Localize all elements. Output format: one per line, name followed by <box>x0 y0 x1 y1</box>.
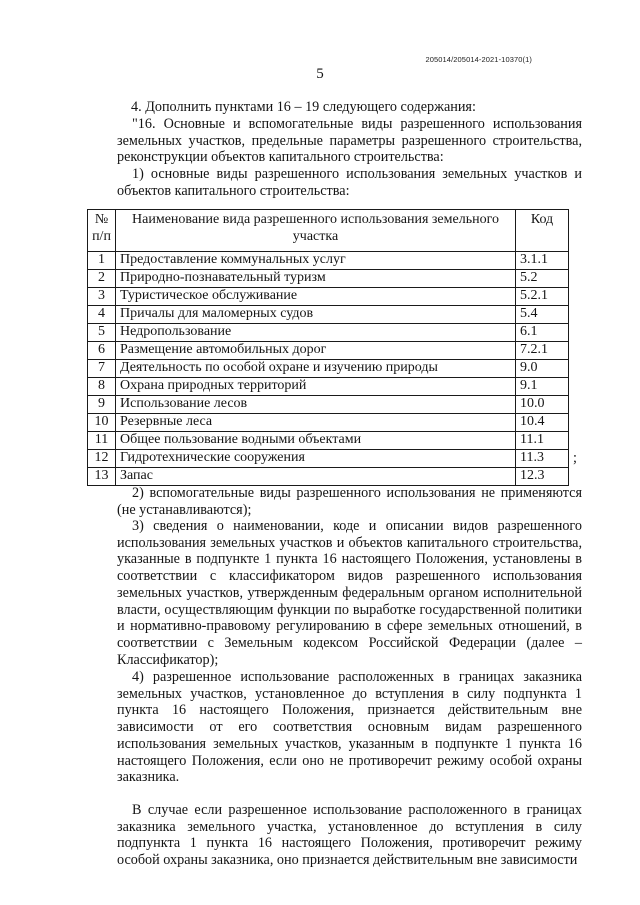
row-name: Гидротехнические сооружения <box>116 450 516 468</box>
row-name: Природно-познавательный туризм <box>116 270 516 288</box>
header-code: Код <box>516 210 569 252</box>
table-row <box>88 324 569 342</box>
row-code: 11.1 <box>516 432 569 450</box>
document-number: 205014/205014-2021-10370(1) <box>425 55 532 64</box>
row-name: Общее пользование водными объектами <box>116 432 516 450</box>
row-name: Туристическое обслуживание <box>116 288 516 306</box>
table-row <box>88 468 569 486</box>
table-row <box>88 360 569 378</box>
table-row <box>88 432 569 450</box>
header-number: № п/п <box>88 210 116 252</box>
row-number: 6 <box>88 342 116 360</box>
row-number: 1 <box>88 252 116 270</box>
row-number: 2 <box>88 270 116 288</box>
row-code: 10.0 <box>516 396 569 414</box>
row-code: 11.3 <box>516 450 569 468</box>
row-code: 9.0 <box>516 360 569 378</box>
row-name: Деятельность по особой охране и изучению природы <box>116 360 516 378</box>
row-number: 9 <box>88 396 116 414</box>
row-name: Резервные леса <box>116 414 516 432</box>
page-number: 5 <box>316 66 324 82</box>
table-terminator: ; <box>573 450 577 466</box>
paragraph-16-intro: "16. Основные и вспомогательные виды разрешенного использования земельных участков, предельные параметры разрешенного строительства, реконструкции объектов капитального строительства: <box>117 116 582 166</box>
subparagraph-3: 3) сведения о наименовании, коде и описании видов разрешенного использования земельных участков и объектов капитального строительства, указанные в подпункте 1 пункта 16 настоящего Положения, установлены в соответствии с классификатором видов разрешенного использования земельных участков, утвержденным федеральным органом исполнительной власти, осуществляющим функции по выработке государственной политики и нормативно-правовому регулированию в сфере земельных отношений, в соответствии с Земельным кодексом Российской Федерации (далее – Классификатор); <box>117 518 582 668</box>
table-row <box>88 252 569 270</box>
table-row <box>88 396 569 414</box>
row-code: 7.2.1 <box>516 342 569 360</box>
row-name: Недропользование <box>116 324 516 342</box>
table-row <box>88 378 569 396</box>
row-name: Запас <box>116 468 516 486</box>
table-row <box>88 270 569 288</box>
row-number: 8 <box>88 378 116 396</box>
row-number: 4 <box>88 306 116 324</box>
row-code: 10.4 <box>516 414 569 432</box>
row-number: 12 <box>88 450 116 468</box>
row-code: 6.1 <box>516 324 569 342</box>
land-use-table <box>87 209 569 486</box>
row-code: 5.2 <box>516 270 569 288</box>
row-name: Причалы для маломерных судов <box>116 306 516 324</box>
row-number: 5 <box>88 324 116 342</box>
header-name: Наименование вида разрешенного использования земельного участка <box>116 210 516 252</box>
subparagraph-1: 1) основные виды разрешенного использования земельных участков и объектов капитального строительства: <box>117 166 582 199</box>
paragraph-conflict: В случае если разрешенное использование расположенного в границах заказника земельного участка, установленное до вступления в силу подпункта 1 пункта 16 настоящего Положения, противоречит режиму особой охраны заказника, оно признается действительным вне зависимости <box>117 802 582 869</box>
table-row <box>88 414 569 432</box>
row-code: 9.1 <box>516 378 569 396</box>
row-number: 3 <box>88 288 116 306</box>
table-row <box>88 450 569 468</box>
row-code: 5.2.1 <box>516 288 569 306</box>
table-header-row <box>88 210 569 252</box>
subparagraph-4: 4) разрешенное использование расположенных в границах заказника земельных участков, установленное до вступления в силу подпункта 1 пункта 16 настоящего Положения, признается действительным вне зависимости от его соответствия основным видам разрешенного использования земельных участков, указанным в подпункте 1 пункта 16 настоящего Положения, если оно не противоречит режиму особой охраны заказника. <box>117 669 582 786</box>
row-code: 5.4 <box>516 306 569 324</box>
subparagraph-2: 2) вспомогательные виды разрешенного использования не применяются (не устанавливаются); <box>117 485 582 518</box>
row-name: Предоставление коммунальных услуг <box>116 252 516 270</box>
row-name: Охрана природных территорий <box>116 378 516 396</box>
table-row <box>88 342 569 360</box>
row-name: Использование лесов <box>116 396 516 414</box>
table-row <box>88 288 569 306</box>
table-row <box>88 306 569 324</box>
row-name: Размещение автомобильных дорог <box>116 342 516 360</box>
row-number: 7 <box>88 360 116 378</box>
row-code: 12.3 <box>516 468 569 486</box>
row-number: 13 <box>88 468 116 486</box>
table-body <box>88 252 569 486</box>
row-number: 10 <box>88 414 116 432</box>
row-code: 3.1.1 <box>516 252 569 270</box>
amendment-heading: 4. Дополнить пунктами 16 – 19 следующего содержания: <box>131 99 476 115</box>
row-number: 11 <box>88 432 116 450</box>
